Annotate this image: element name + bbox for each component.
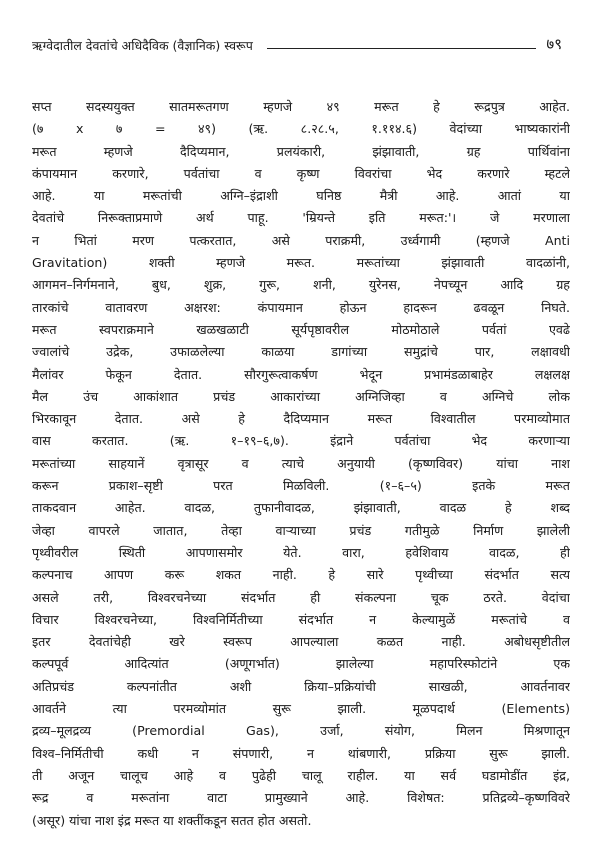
text-line: रूद्र व मरूतांना वाटा प्रामुख्याने आहे. विशेषत: प्रतिद्रव्ये–कृष्णविवरे xyxy=(32,790,570,806)
text-line: करून प्रकाश–सृष्टी परत मिळविली. (१–६–५) इतके मरूत xyxy=(32,478,570,494)
text-line: मरूत म्हणजे दैदिप्यमान, प्रलयंकारी, झंझावाती, ग्रह पार्थिवांना xyxy=(32,143,570,159)
text-line: विश्व–निर्मितीची कधी न संपणारी, न थांबणारी, प्रक्रिया सुरू झाली. xyxy=(32,745,570,761)
text-line: कल्पनाच आपण करू शकत नाही. हे सारे पृथ्वीच्या संदर्भात सत्य xyxy=(32,567,570,583)
text-line: द्रव्य–मूलद्रव्य (Premordial Gas), उर्जा, संयोग, मिलन मिश्रणातून xyxy=(32,723,570,739)
text-line: ताकदवान आहेत. वादळ, तुफानीवादळ, झंझावाती, वादळ हे शब्द xyxy=(32,500,570,516)
text-line: Gravitation) शक्ती म्हणजे मरूत. मरूतांच्या झंझावाती वादळांनी, xyxy=(32,255,570,271)
text-line: अतिप्रचंड कल्पनांतीत अशी क्रिया–प्रक्रियांची साखळी, आवर्तनावर xyxy=(32,678,570,694)
running-head-title: ऋग्वेदातील देवतांचे अधिदैविक (वैज्ञानिक) स्वरूप xyxy=(32,38,253,53)
text-line: सप्त सदस्ययुक्त सातमरूतगण म्हणजे ४९ मरूत हे रूद्रपुत्र आहेत. xyxy=(32,99,570,114)
text-line: कंपायमान करणारे, पर्वतांचा व कृष्ण विवरांचा भेद करणारे म्हटले xyxy=(32,165,570,181)
text-line: भिरकावून देतात. असे हे दैदिप्यमान मरूत विश्वातील परमाव्योमात xyxy=(32,411,570,427)
page-number: ७९ xyxy=(546,35,562,53)
text-line: मैल उंच आकांशात प्रचंड आकारांच्या अग्निजिव्हा व अग्निचे लोक xyxy=(32,388,570,404)
text-line: न भितां मरण पत्करतात, असे पराक्रमी, उर्ध्वगामी (म्हणजे Anti xyxy=(32,232,570,248)
body-paragraph xyxy=(32,96,570,832)
text-line: (७ x ७ = ४९) (ऋ. ८.२८.५, १.११४.६) वेदांच्या भाष्यकारांनी xyxy=(32,121,570,137)
text-line: कल्पपूर्व आदित्यांत (अणूगर्भात) झालेल्या महापरिस्फोटांने एक xyxy=(32,656,570,672)
text-line: आगमन–निर्गमनाने, बुध, शुक्र, गुरू, शनी, युरेनस, नेपच्यून आदि ग्रह xyxy=(32,277,570,293)
text-line: वास करतात. (ऋ. १–१९–६,७). इंद्राने पर्वतांचा भेद करणाऱ्या xyxy=(32,433,570,449)
text-line: मैलांवर फेकून देतात. सौरगुरूत्वाकर्षण भेदून प्रभामंडळाबाहेर लक्षलक्ष xyxy=(32,366,570,382)
text-line: विचार विश्वरचनेच्या, विश्वनिर्मितीच्या संदर्भात न केल्यामुळें मरूतांचे व xyxy=(32,611,570,627)
running-head-rule xyxy=(267,48,537,49)
text-line: जेव्हा वापरले जातात, तेव्हा वाऱ्याच्या प्रचंड गतीमुळे निर्माण झालेली xyxy=(32,522,570,538)
text-line: इतर देवतांचेही खरे स्वरूप आपल्याला कळत नाही. अबोधसृष्टीतील xyxy=(32,634,570,650)
text-line: मरूतांच्या साहयानें वृत्रासूर व त्याचे अनुयायी (कृष्णविवर) यांचा नाश xyxy=(32,455,570,471)
text-line: ज्वालांचे उद्रेक, उफाळलेल्या काळया डागांच्या समुद्रांचे पार, लक्षावधी xyxy=(32,344,570,360)
text-line: असले तरी, विश्वरचनेच्या संदर्भात ही संकल्पना चूक ठरते. वेदांचा xyxy=(32,589,570,605)
text-line: पृथ्वीवरील स्थिती आपणासमोर येते. वारा, हवेशिवाय वादळ, ही xyxy=(32,544,570,560)
text-line: देवतांचे निरूक्ताप्रमाणे अर्थ पाहू. 'म्रियन्ते इति मरूत:'। जे मरणाला xyxy=(32,210,570,226)
text-line: ती अजून चालूच आहे व पुढेही चालू राहील. या सर्व घडामोडींत इंद्र, xyxy=(32,767,570,783)
text-line: मरूत स्वपराक्रमाने खळखळाटी सूर्यपृष्ठावरील मोठमोठाले पर्वतां एवढे xyxy=(32,321,570,337)
text-line: आवर्तने त्या परमव्योमांत सुरू झाली. मूळपदार्थ (Elements) xyxy=(32,701,570,717)
text-line: (असूर) यांचा नाश इंद्र मरूत या शक्तींकडून सतत होत असतो. xyxy=(32,812,312,828)
running-head xyxy=(32,30,562,54)
text-line: आहे. या मरूतांची अग्नि–इंद्राशी घनिष्ठ मैत्री आहे. आतां या xyxy=(32,188,570,204)
text-line: तारकांचे वातावरण अक्षरश: कंपायमान होऊन हादरून ढवळून निघते. xyxy=(32,299,570,315)
